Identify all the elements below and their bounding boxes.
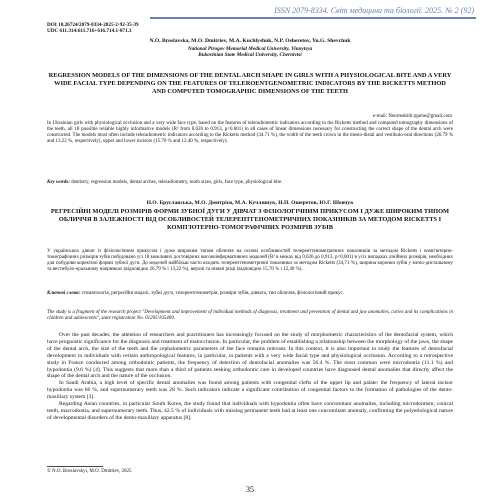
body-paragraph: In Saudi Arabia, a high level of specific dental anomalies was found among patients with congenital clefts of the upper lip and palate: the frequency of lateral incisor hypodontia was 66 %, and supernumerary teeth was 28 %. Such indicators indicate a significant contribution of congenital factors to the formation of pathologies of the dento-maxillary system [3]. bbox=[47, 380, 453, 401]
authors-ua: Н.О. Бруславська, М.О. Дмитрієв, М.А. Кучлишук, Н.П. Ошеретов, Ю.Г. Шевчук bbox=[146, 200, 354, 206]
keywords-label-ua: Ключові слова: bbox=[47, 291, 81, 296]
article-title-en: REGRESSION MODELS OF THE DIMENSIONS OF THE DENTAL ARCH SHAPE IN GIRLS WITH A PHYSIOLOGICAL BITE AND A VERY WIDE FACIAL TYPE DEPENDING ON THE FEATURES OF TELEROENTGENOMETRIC INDICATORS BY THE RICKETTS METHOD AND COMPUTED TOMOGRAPHIC DIMENSIONS OF THE TEETH bbox=[48, 72, 452, 95]
body-paragraph: Over the past decades, the attention of researchers and practitioners has increasingly focused on the study of morphometric characteristics of the dentofacial system, which have prognostic significance for the diagnosis and treatment of malocclusion. In particular, the problem of establishing a relationship between the morphology of the jaws, the shape of the dental arch, the size of the teeth and the cephalometric parameters of the face remains relevant. In this context, it is also important to study the features of dentofacial development in individuals with certain anthropological features, in particular, in patients with a very wide facial type and physiological occlusion. According to a retrospective study in France conducted among orthodontic patients, the frequency of detection of dentofacial anomalies was 56.4 %. The most common were microdontia (11.1 %) and hypodontia (9.6 %) [4]. This suggests that more than a third of patients seeking orthodontic care in developed countries have diagnosed dental anomalies that directly affect the shape of the dental arch and the nature of the occlusion. bbox=[47, 332, 453, 380]
abstract-en: In Ukrainian girls with physiological occlusion and a very wide face type, based on the features of teleradiometric indicators according to the Ricketts method and computed tomography dimensions of the teeth, all 18 possible reliable highly informative models (R² from 0.626 to 0.913, p<0.001) in all cases of linear dimensions necessary for constructing the correct shape of the dental arch were constructed. The models most often include teleradiometric indicators according to the Ricketts method (34.71 %), the width of the teeth crown in the mesio-distal and vestibulo-oral directions (26.79 % and 13.22 %, respectively), upper and lower incisors (15.70 % and 12.40 %, respectively). bbox=[47, 121, 453, 144]
article-body bbox=[47, 332, 453, 422]
affiliations-en bbox=[47, 46, 453, 59]
header-rule bbox=[150, 17, 476, 19]
udc: UDC 611.314:611.716+616.714.1-071.3 bbox=[47, 28, 132, 35]
affiliation-1: National Pirogov Memorial Medical University, Vinnytsya bbox=[187, 45, 313, 52]
copyright-notice: © N.O. Broslavskyi, M.O. Dmitriev, 2025 bbox=[47, 469, 132, 474]
keywords-en bbox=[47, 180, 453, 186]
article-identifiers bbox=[47, 22, 139, 35]
authors-en: N.O. Broslavska, M.O. Dmitriev, M.A. Kuchlyshuk, N.P. Osheretov, Yu.G. Shevchuk bbox=[149, 38, 351, 44]
doi[interactable]: DOI 10.26724/2079-8334-2025-2-92-35-39 bbox=[47, 22, 139, 28]
page-number: 35 bbox=[246, 485, 254, 494]
keywords-ua bbox=[47, 291, 453, 297]
keywords-text-en: dentistry, regression models, dental arches, teleradiometry, tooth sizes, girls, face type, physiological bite. bbox=[71, 180, 283, 185]
article-title-ua: РЕГРЕСІЙНІ МОДЕЛІ РОЗМІРІВ ФОРМИ ЗУБНОЇ ДУГИ У ДІВЧАТ З ФІЗІОЛОГІЧНИМ ПРИКУСОМ І ДУЖЕ ШИРОКИМ ТИПОМ ОБЛИЧЧЯ В ЗАЛЕЖНОСТІ ВІД ОСОБЛИВОСТЕЙ ТЕЛЕРЕНТГЕНОМЕТРИЧНИХ ПОКАЗНИКІВ ЗА МЕТОДОМ RICKETTS І КОМП'ЮТЕРНО-ТОМОГРАФІЧНИХ РОЗМІРІВ ЗУБІВ bbox=[50, 208, 450, 231]
affiliation-2: Bukovinian State Medical University, Chernivtsi bbox=[198, 52, 302, 59]
keywords-text-ua: стоматологія, регресійні моделі, зубні дуги, телерентгенометрія, розміри зубів, дівчата, тип обличчя, фізіологічний прикус. bbox=[81, 291, 345, 296]
study-fragment-note: The study is a fragment of the research project "Development and improvement of individual methods of diagnosis, treatment and prevention of dental and jaw anomalies, caries and its complications in children and adolescents", state registration No. 0120U105409. bbox=[47, 310, 453, 321]
footnote-rule bbox=[47, 466, 103, 467]
contact-email[interactable]: e-mail: Neurreabilit.rgame@gmail.com bbox=[372, 114, 452, 119]
abstract-ua: У українських дівчат із фізіологічним прикусом і дуже широким типом обличчя на основі особливостей телерентгенометричних показників за методом Ricketts і комп'ютерно-томографічних розмірів зубів побудовано усі 18 можливих достовірних високоінформативних моделей (R² в межах від 0,626 до 0,913, р<0,001) в усіх випадках лінійних розмірів, необхідних для побудови коректної форми зубної дуги. До моделей найбільш часто входять телерентгенометричні показники за методом Ricketts (34,71 %), ширина коронки зубів у мезіо-дистальному та вестибуло-оральному напрямках (відповідно 26,79 % і 13,22 %), верхні та нижні різці (відповідно 15,70 % і 12,40 %). bbox=[47, 249, 453, 272]
keywords-label-en: Key words: bbox=[47, 180, 70, 185]
body-paragraph: Regarding Asian countries, in particular South Korea, the study found that individuals with hypodontia often have concomitant anomalies, including microdontism, conical teeth, macrodontia, and supernumerary teeth. Thus, 42.5 % of individuals with missing permanent teeth had at least one concomitant anomaly, confirming the polyetiological nature of developmental disorders of the dento-maxillary apparatus [8]. bbox=[47, 401, 453, 421]
journal-header: ISSN 2079-8334. Світ медицини та біології. 2025. № 2 (92) bbox=[274, 6, 474, 15]
